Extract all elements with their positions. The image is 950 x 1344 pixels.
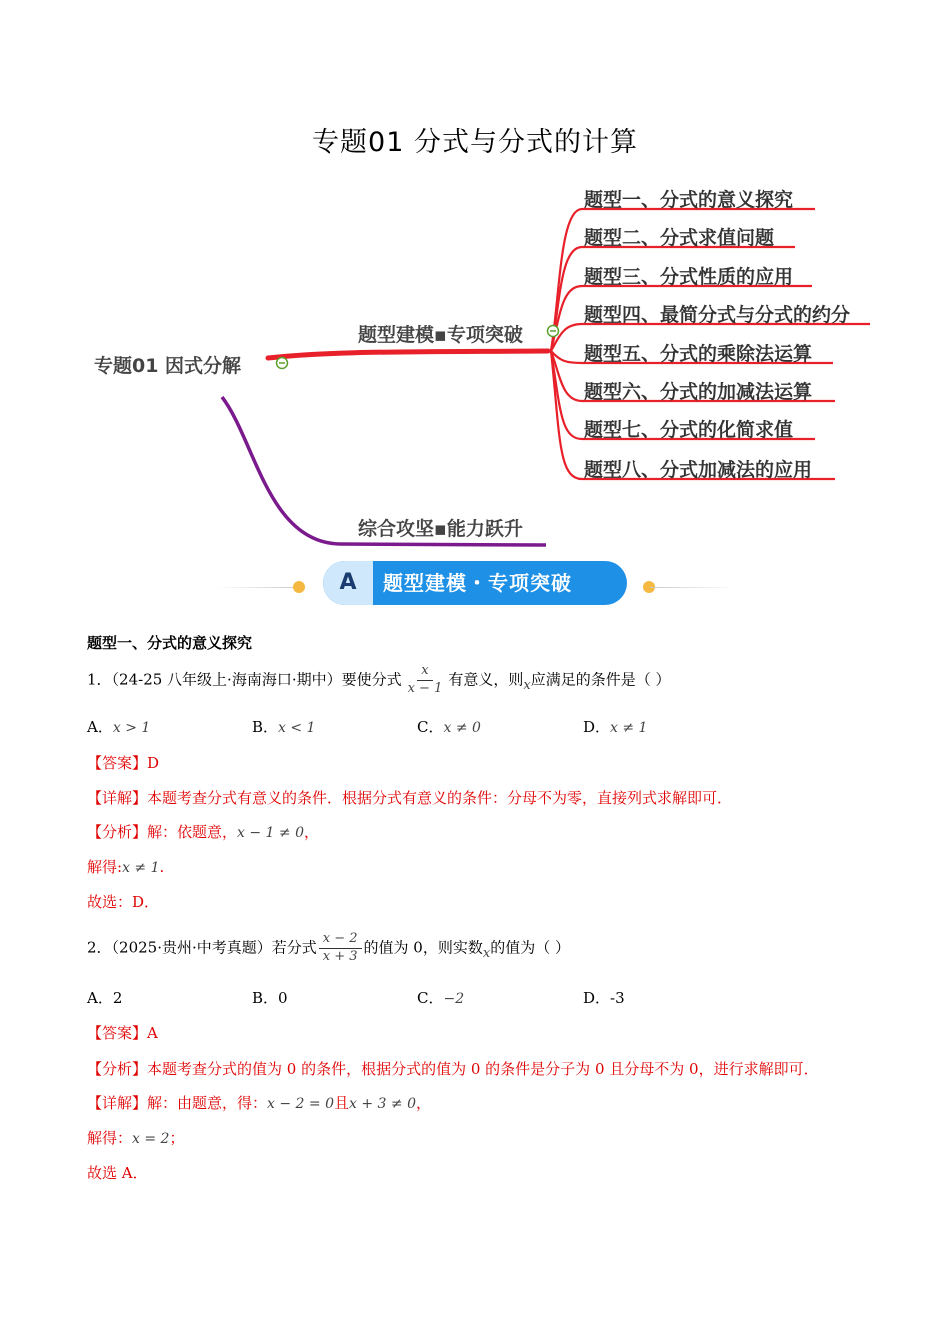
banner-line-left [215,587,300,588]
question-text: 2．（2025·贵州·中考真题）若分式 [87,938,317,957]
mindmap-leaf: 题型七、分式的化简求值 [584,419,794,441]
section-banner [323,561,627,605]
mindmap-leaf: 题型二、分式求值问题 [584,227,775,249]
fraction: $\frac{x - 2}{x + 3}$ [319,932,362,965]
choose-line: 故选 A． [87,1164,148,1182]
mindmap-leaf: 题型三、分式性质的应用 [584,266,794,288]
banner-text: 题型建模・专项突破 [383,571,572,595]
banner-dot-left [293,581,305,593]
option-c: C．−2 [417,989,465,1007]
math-var: x [523,678,531,694]
detail-line: 【详解】解：由题意，得：x − 2 = 0且x + 3 ≠ 0， [87,1094,432,1112]
question-2 [87,932,570,965]
detail-line: 【详解】本题考查分式有意义的条件．根据分式有意义的条件：分母不为零，直接列式求解即可． [87,789,733,807]
choose-line: 故选：D． [87,893,160,911]
option-a: A．x > 1 [87,718,151,736]
option-c: C．x ≠ 0 [417,718,481,736]
analysis-line: 【分析】本题考查分式的值为 0 的条件，根据分式的值为 0 的条件是分子为 0 且分母不为 0，进行求解即可． [87,1060,819,1078]
mindmap-leaf: 题型五、分式的乘除法运算 [584,343,813,365]
collapse-icon-branch1 [548,326,559,337]
mindmap-root: 专题01 因式分解 [94,355,242,377]
collapse-icon-root [277,358,288,369]
option-b: B．x < 1 [252,718,316,736]
question-text: 的值为 0，则实数 [363,938,483,957]
banner-letter: A [323,561,373,605]
section-heading: 题型一、分式的意义探究 [87,634,253,652]
mindmap-leaf: 题型四、最简分式与分式的约分 [584,304,851,326]
math-var: x [482,946,491,962]
mindmap-leaf: 题型一、分式的意义探究 [584,189,794,211]
question-text: 有意义，则 [448,670,524,689]
option-a: A．2 [87,989,123,1007]
option-d: D．-3 [583,989,625,1007]
page-title: 专题01 分式与分式的计算 [312,127,638,158]
solve-line: 解得:x ≠ 1. [87,858,165,876]
mindmap-branch1: 题型建模▪专项突破 [358,324,523,346]
answer-line: 【答案】D [87,754,160,772]
mindmap-leaf: 题型六、分式的加减法运算 [584,381,813,403]
banner-line-right [650,587,735,588]
question-text: 1．（24-25 八年级上·海南海口·期中）要使分式 [87,670,402,689]
mindmap-branch1-connector [268,351,548,358]
analysis-line: 【分析】解：依题意，x − 1 ≠ 0， [87,823,320,841]
question-1 [87,664,671,697]
answer-line: 【答案】A [87,1024,158,1042]
mindmap-branch2: 综合攻坚▪能力跃升 [358,518,523,540]
option-d: D．x ≠ 1 [583,718,648,736]
solve-line: 解得：x = 2； [87,1129,185,1147]
question-text: 的值为（ ） [490,938,570,957]
option-b: B．0 [252,989,288,1007]
fraction: $\frac{x}{x - 1}$ [407,663,443,696]
mindmap-leaf: 题型八、分式加减法的应用 [584,459,813,481]
question-text: 应满足的条件是（ ） [530,670,671,689]
